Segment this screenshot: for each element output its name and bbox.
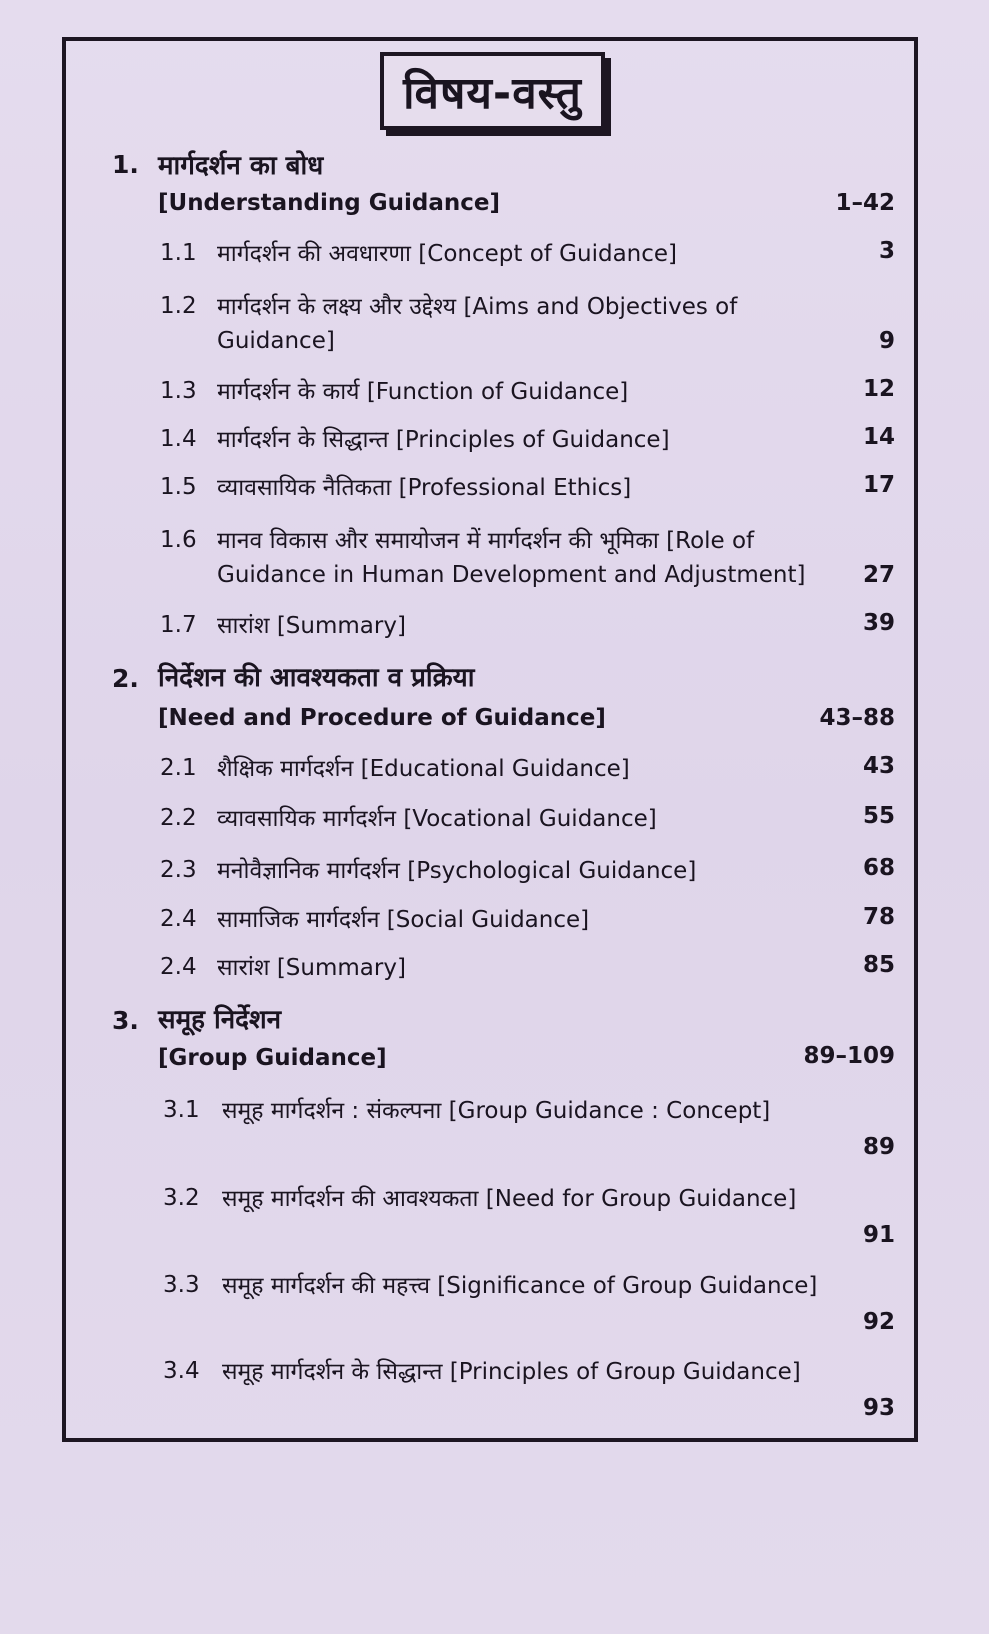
section-title: शैक्षिक मार्गदर्शन [Educational Guidance] — [217, 756, 630, 782]
section-number: 1.2 — [160, 293, 197, 319]
section-title-continued: Guidance in Human Development and Adjustment] — [217, 562, 806, 588]
chapter-2-number: 2. — [112, 664, 139, 693]
section-page: 68 — [862, 855, 895, 881]
chapter-3-title-hindi: समूह निर्देशन — [158, 1005, 282, 1035]
section-title: व्यावसायिक मार्गदर्शन [Vocational Guidance] — [217, 806, 657, 832]
section-page: 27 — [862, 562, 895, 588]
section-page: 55 — [862, 803, 895, 829]
section-title: समूह मार्गदर्शन के सिद्धान्त [Principles of Group Guidance] — [222, 1359, 801, 1385]
chapter-1-title-english: [Understanding Guidance] — [158, 190, 500, 216]
chapter-2-title-hindi: निर्देशन की आवश्यकता व प्रक्रिया — [158, 663, 475, 693]
section-page: 85 — [862, 952, 895, 978]
chapter-2-pages: 43–88 — [819, 705, 895, 731]
section-title: समूह मार्गदर्शन की आवश्यकता [Need for Group Guidance] — [222, 1186, 797, 1212]
chapter-3-number: 3. — [112, 1006, 139, 1035]
section-title: मार्गदर्शन की अवधारणा [Concept of Guidance] — [217, 241, 678, 267]
section-title: सामाजिक मार्गदर्शन [Social Guidance] — [217, 907, 590, 933]
section-title: समूह मार्गदर्शन की महत्त्व [Significance of Group Guidance] — [222, 1273, 818, 1299]
section-number: 2.2 — [160, 805, 197, 831]
section-page: 12 — [862, 376, 895, 402]
section-title: मार्गदर्शन के लक्ष्य और उद्देश्य [Aims and Objectives of — [217, 294, 738, 320]
section-page: 93 — [862, 1395, 895, 1421]
section-title: मनोवैज्ञानिक मार्गदर्शन [Psychological Guidance] — [217, 858, 697, 884]
section-page: 78 — [862, 904, 895, 930]
section-page: 91 — [862, 1222, 895, 1248]
section-number: 2.1 — [160, 755, 197, 781]
section-number: 1.4 — [160, 426, 197, 452]
section-title: सारांश [Summary] — [217, 955, 406, 981]
contents-heading — [380, 52, 605, 130]
section-number: 1.1 — [160, 240, 197, 266]
section-number: 1.5 — [160, 474, 197, 500]
section-page: 89 — [862, 1134, 895, 1160]
contents-heading-text: विषय-वस्तु — [403, 68, 582, 119]
section-number: 2.4 — [160, 954, 197, 980]
section-number: 3.1 — [163, 1097, 200, 1123]
frame-bottom-edge — [62, 1438, 918, 1442]
section-title: मार्गदर्शन के सिद्धान्त [Principles of Guidance] — [217, 427, 670, 453]
section-number: 3.3 — [163, 1272, 200, 1298]
section-number: 3.2 — [163, 1185, 200, 1211]
chapter-2-title-english: [Need and Procedure of Guidance] — [158, 705, 606, 731]
section-page: 92 — [862, 1309, 895, 1335]
section-page: 43 — [862, 753, 895, 779]
section-number: 1.7 — [160, 612, 197, 638]
section-title: सारांश [Summary] — [217, 613, 406, 639]
chapter-1-title-hindi: मार्गदर्शन का बोध — [158, 151, 324, 181]
chapter-3-pages: 89–109 — [803, 1043, 895, 1069]
section-title-continued: Guidance] — [217, 328, 335, 354]
section-title: मानव विकास और समायोजन में मार्गदर्शन की भूमिका [Role of — [217, 528, 755, 554]
section-page: 17 — [862, 472, 895, 498]
section-page: 14 — [862, 424, 895, 450]
section-number: 1.3 — [160, 378, 197, 404]
section-number: 2.4 — [160, 906, 197, 932]
chapter-3-title-english: [Group Guidance] — [158, 1045, 387, 1071]
chapter-1-number: 1. — [112, 150, 139, 179]
section-page: 3 — [878, 238, 895, 264]
section-title: मार्गदर्शन के कार्य [Function of Guidance] — [217, 379, 629, 405]
chapter-1-pages: 1–42 — [835, 190, 895, 216]
section-number: 2.3 — [160, 857, 197, 883]
section-number: 1.6 — [160, 527, 197, 553]
section-page: 9 — [878, 328, 895, 354]
section-page: 39 — [862, 610, 895, 636]
section-title: व्यावसायिक नैतिकता [Professional Ethics] — [217, 475, 632, 501]
section-title: समूह मार्गदर्शन : संकल्पना [Group Guidance : Concept] — [222, 1098, 771, 1124]
section-number: 3.4 — [163, 1358, 200, 1384]
